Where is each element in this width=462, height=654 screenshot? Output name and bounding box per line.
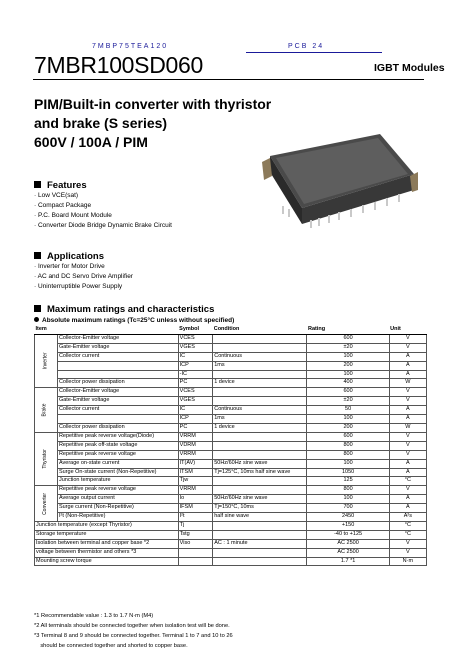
item-cell: Repetitive peak off-state voltage <box>57 441 178 450</box>
table-row <box>35 548 427 557</box>
symbol-cell: I²t <box>178 513 213 522</box>
rating-cell: 700 <box>307 504 389 513</box>
table-row <box>35 530 427 539</box>
applications-heading: Applications <box>34 251 104 262</box>
rating-cell: AC 2500 <box>307 548 389 557</box>
symbol-cell: VGES <box>178 343 213 352</box>
rating-cell: 600 <box>307 334 389 343</box>
symbol-cell: VCES <box>178 388 213 397</box>
doc-code: 7MBP75TEA120 <box>92 43 169 50</box>
group-label-text: Thyristor <box>42 449 49 469</box>
item-cell: Repetitive peak reverse voltage <box>57 486 178 495</box>
series-label: IGBT Modules <box>374 62 445 74</box>
condition-cell <box>213 343 307 352</box>
condition-cell <box>213 432 307 441</box>
symbol-cell: VCES <box>178 334 213 343</box>
unit-cell: A <box>389 504 426 513</box>
col-header-item: Item <box>35 326 179 334</box>
condition-cell <box>213 397 307 406</box>
features-heading: Features <box>34 180 87 191</box>
application-item: · AC and DC Servo Drive Amplifier <box>34 273 133 280</box>
condition-cell: 1ms <box>213 361 307 370</box>
bullet-square-icon <box>34 305 41 312</box>
item-cell: Surge On-state current (Non-Repetitive) <box>57 468 178 477</box>
item-cell: Collector-Emitter voltage <box>57 334 178 343</box>
item-cell: Collector current <box>57 352 178 361</box>
table-row <box>35 504 427 513</box>
table-row <box>35 397 427 406</box>
rating-cell: 800 <box>307 486 389 495</box>
group-label <box>35 334 58 387</box>
item-cell: Average output current <box>57 495 178 504</box>
item-cell: Repetitive peak reverse voltage(Diode) <box>57 432 178 441</box>
table-row <box>35 343 427 352</box>
condition-cell <box>213 441 307 450</box>
col-header-rating: Rating <box>307 326 389 334</box>
header-rule <box>33 79 424 80</box>
unit-cell: °C <box>389 477 426 486</box>
symbol-cell: IFSM <box>178 504 213 513</box>
unit-cell: A <box>389 459 426 468</box>
symbol-cell: VRRM <box>178 432 213 441</box>
condition-cell <box>213 521 307 530</box>
rating-cell: 2450 <box>307 513 389 522</box>
rating-cell: 50 <box>307 406 389 415</box>
condition-cell <box>213 486 307 495</box>
footnotes <box>34 611 233 651</box>
condition-cell <box>213 548 307 557</box>
table-row <box>35 361 427 370</box>
unit-cell: A <box>389 406 426 415</box>
part-number: 7MBR100SD060 <box>34 52 204 78</box>
condition-cell: 1 device <box>213 379 307 388</box>
condition-cell: half sine wave <box>213 513 307 522</box>
condition-cell: 1 device <box>213 423 307 432</box>
unit-cell: N·m <box>389 557 426 566</box>
rating-cell: 100 <box>307 415 389 424</box>
rating-cell: 200 <box>307 423 389 432</box>
table-row <box>35 423 427 432</box>
table-row <box>35 459 427 468</box>
item-cell: Mounting screw torque <box>35 557 179 566</box>
symbol-cell: ICP <box>178 415 213 424</box>
table-row <box>35 406 427 415</box>
rating-cell: -40 to +125 <box>307 530 389 539</box>
table-row <box>35 432 427 441</box>
title-line-1: PIM/Built-in converter with thyristor <box>34 96 272 112</box>
rating-cell: +150 <box>307 521 389 530</box>
condition-cell <box>213 557 307 566</box>
unit-cell: V <box>389 450 426 459</box>
condition-cell <box>213 477 307 486</box>
doc-page-code: PCB 24 <box>288 43 325 50</box>
item-cell <box>57 361 178 370</box>
condition-cell <box>213 450 307 459</box>
condition-cell: 1ms <box>213 415 307 424</box>
bullet-dot-icon <box>34 317 39 322</box>
symbol-cell: Tstg <box>178 530 213 539</box>
item-cell: voltage between thermistor and others *3 <box>35 548 179 557</box>
item-cell: Storage temperature <box>35 530 179 539</box>
unit-cell: V <box>389 539 426 548</box>
item-cell: I²t (Non-Repetitive) <box>57 513 178 522</box>
condition-cell <box>213 334 307 343</box>
symbol-cell: Io <box>178 495 213 504</box>
condition-cell: 50Hz/60Hz sine wave <box>213 459 307 468</box>
rating-cell: AC 2500 <box>307 539 389 548</box>
rating-cell: 400 <box>307 379 389 388</box>
unit-cell: A <box>389 468 426 477</box>
unit-cell: V <box>389 343 426 352</box>
condition-cell: Continuous <box>213 352 307 361</box>
table-row <box>35 513 427 522</box>
table-row <box>35 352 427 361</box>
unit-cell: W <box>389 379 426 388</box>
table-row <box>35 468 427 477</box>
group-label-text: Brake <box>42 403 49 417</box>
group-label <box>35 432 58 485</box>
unit-cell: A <box>389 370 426 379</box>
rating-cell: 600 <box>307 432 389 441</box>
item-cell <box>57 415 178 424</box>
unit-cell: V <box>389 486 426 495</box>
unit-cell: A <box>389 361 426 370</box>
unit-cell: V <box>389 334 426 343</box>
ratings-table <box>34 326 427 566</box>
symbol-cell: PC <box>178 379 213 388</box>
symbol-cell: VRRM <box>178 486 213 495</box>
unit-cell: V <box>389 432 426 441</box>
table-row <box>35 370 427 379</box>
table-row <box>35 450 427 459</box>
table-row <box>35 539 427 548</box>
application-item: · Uninterruptible Power Supply <box>34 283 123 290</box>
unit-cell: A²s <box>389 513 426 522</box>
title-line-2: and brake (S series) <box>34 115 168 131</box>
rating-cell: 800 <box>307 441 389 450</box>
unit-cell: °C <box>389 530 426 539</box>
feature-item: · Compact Package <box>34 202 92 209</box>
table-row <box>35 334 427 343</box>
col-header-symbol: Symbol <box>178 326 213 334</box>
unit-cell: W <box>389 423 426 432</box>
rating-cell: 200 <box>307 361 389 370</box>
table-row <box>35 557 427 566</box>
rating-cell: ±20 <box>307 343 389 352</box>
rating-cell: 600 <box>307 388 389 397</box>
group-label <box>35 388 58 433</box>
unit-cell: V <box>389 388 426 397</box>
symbol-cell: VDRM <box>178 441 213 450</box>
unit-cell: A <box>389 415 426 424</box>
symbol-cell: ICP <box>178 361 213 370</box>
condition-cell <box>213 530 307 539</box>
rating-cell: 800 <box>307 450 389 459</box>
unit-cell: A <box>389 352 426 361</box>
symbol-cell: VRRM <box>178 450 213 459</box>
footnote: *3 Terminal 8 and 9 should be connected together. Terminal 1 to 7 and 10 to 26 <box>34 633 233 639</box>
table-row <box>35 486 427 495</box>
title-line-3: 600V / 100A / PIM <box>34 134 148 150</box>
bullet-square-icon <box>34 181 41 188</box>
symbol-cell: VGES <box>178 397 213 406</box>
col-header-condition: Condition <box>213 326 307 334</box>
footnote: *2 All terminals should be connected together when isolation test will be done. <box>34 623 230 629</box>
unit-cell: °C <box>389 521 426 530</box>
item-cell: Surge current (Non-Repetitive) <box>57 504 178 513</box>
unit-cell: A <box>389 495 426 504</box>
symbol-cell: PC <box>178 423 213 432</box>
symbol-cell: Viso <box>178 539 213 548</box>
unit-cell: V <box>389 548 426 557</box>
symbol-cell: -IC <box>178 370 213 379</box>
symbol-cell: IC <box>178 352 213 361</box>
item-cell: Repetitive peak reverse voltage <box>57 450 178 459</box>
item-cell: Average on-state current <box>57 459 178 468</box>
symbol-cell <box>178 557 213 566</box>
condition-cell: Tj=150°C, 10ms <box>213 504 307 513</box>
unit-cell: V <box>389 397 426 406</box>
item-cell <box>57 370 178 379</box>
item-cell: Isolation between terminal and copper base *2 <box>35 539 179 548</box>
table-row <box>35 415 427 424</box>
item-cell: Collector current <box>57 406 178 415</box>
rating-cell: 1.7 *1 <box>307 557 389 566</box>
symbol-cell: IT(AV) <box>178 459 213 468</box>
module-photo <box>262 132 418 238</box>
table-row <box>35 477 427 486</box>
ratings-heading: Maximum ratings and characteristics <box>34 304 214 315</box>
footnote: should be connected together and shorted to copper base. <box>34 643 188 649</box>
unit-cell: V <box>389 441 426 450</box>
symbol-cell: Tjw <box>178 477 213 486</box>
group-label <box>35 486 58 522</box>
ratings-subheading: Absolute maximum ratings (Tc=25°C unless without specified) <box>34 317 234 324</box>
table-header-row <box>35 326 427 334</box>
item-cell: Junction temperature (except Thyristor) <box>35 521 179 530</box>
application-item: · Inverter for Motor Drive <box>34 263 105 270</box>
rating-cell: 125 <box>307 477 389 486</box>
item-cell: Collector power dissipation <box>57 423 178 432</box>
condition-cell: Tj=125°C, 10ms half sine wave <box>213 468 307 477</box>
rating-cell: 100 <box>307 495 389 504</box>
footnote: *1 Recommendable value : 1.3 to 1.7 N·m (M4) <box>34 613 154 619</box>
feature-item: · P.C. Board Mount Module <box>34 212 112 219</box>
table-row <box>35 521 427 530</box>
group-label-text: Converter <box>42 492 49 515</box>
table-row <box>35 379 427 388</box>
symbol-cell: IC <box>178 406 213 415</box>
symbol-cell: ITSM <box>178 468 213 477</box>
symbol-cell: Tj <box>178 521 213 530</box>
rating-cell: 1050 <box>307 468 389 477</box>
item-cell: Collector-Emitter voltage <box>57 388 178 397</box>
condition-cell: 50Hz/60Hz sine wave <box>213 495 307 504</box>
bullet-square-icon <box>34 252 41 259</box>
item-cell: Gate-Emitter voltage <box>57 397 178 406</box>
group-label-text: Inverter <box>42 352 49 370</box>
feature-item: · Low VCE(sat) <box>34 192 79 199</box>
item-cell: Junction temperature <box>57 477 178 486</box>
rating-cell: 100 <box>307 370 389 379</box>
condition-cell <box>213 388 307 397</box>
item-cell: Collector power dissipation <box>57 379 178 388</box>
symbol-cell <box>178 548 213 557</box>
col-header-unit: Unit <box>389 326 426 334</box>
condition-cell <box>213 370 307 379</box>
item-cell: Gate-Emitter voltage <box>57 343 178 352</box>
rating-cell: ±20 <box>307 397 389 406</box>
table-row <box>35 388 427 397</box>
table-row <box>35 495 427 504</box>
feature-item: · Converter Diode Bridge Dynamic Brake Circuit <box>34 222 172 229</box>
rating-cell: 100 <box>307 459 389 468</box>
table-row <box>35 441 427 450</box>
rating-cell: 100 <box>307 352 389 361</box>
condition-cell: AC : 1 minute <box>213 539 307 548</box>
header-underline <box>246 52 382 53</box>
condition-cell: Continuous <box>213 406 307 415</box>
